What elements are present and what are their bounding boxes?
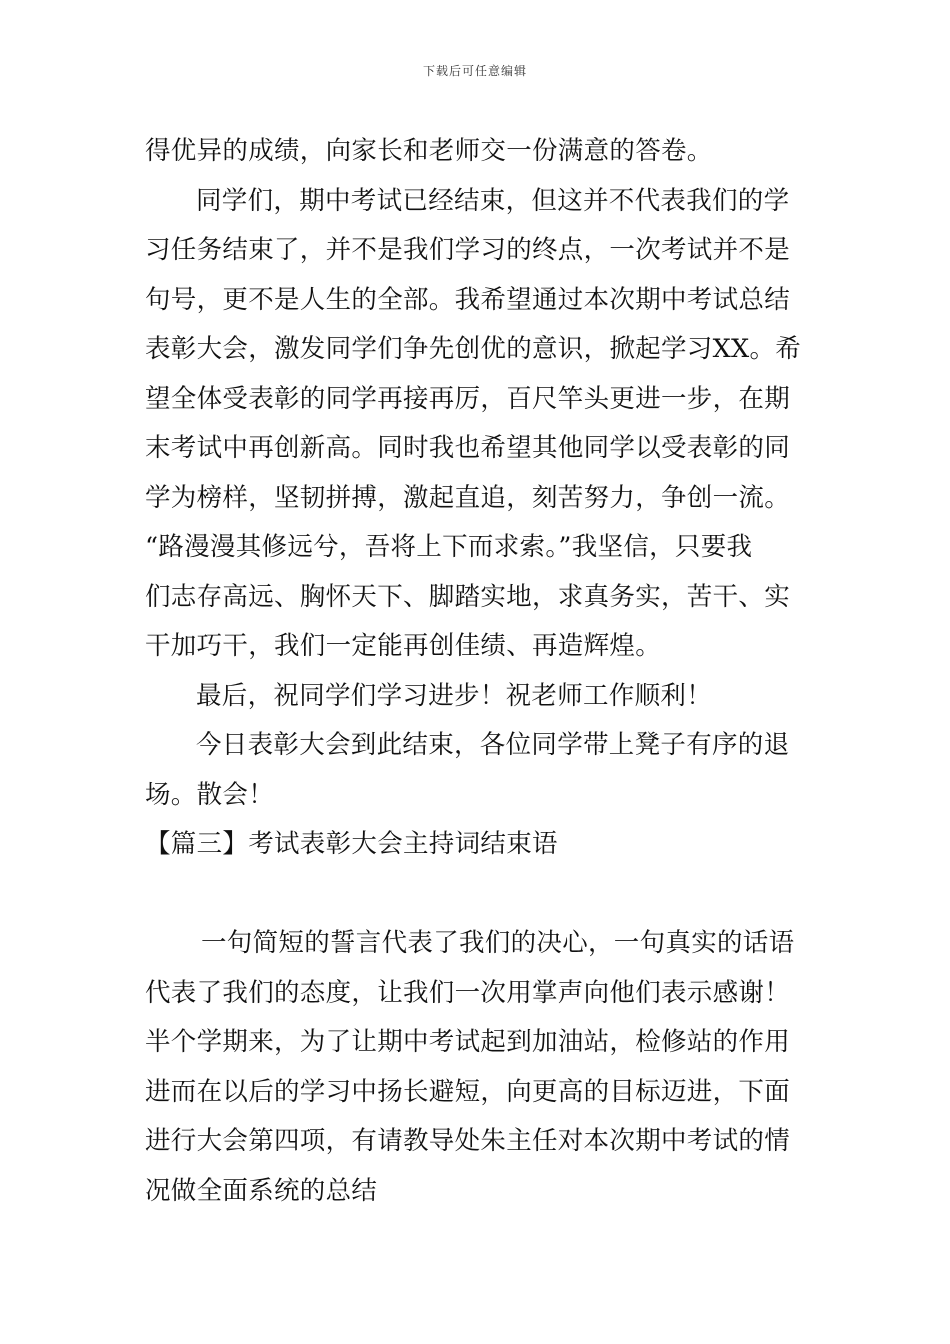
text-line: 习任务结束了，并不是我们学习的终点，一次考试并不是 [145, 235, 791, 265]
document-body [145, 127, 810, 1216]
text-line: 干加巧干，我们一定能再创佳绩、再造辉煌。 [145, 631, 662, 661]
blank-line [145, 870, 810, 920]
text-line: 学为榜样，坚韧拼搏，激起直追，刻苦努力，争创一流。 [145, 482, 791, 513]
text-line: 最后，祝同学们学习进步！祝老师工作顺利！ [196, 680, 713, 711]
text-line: “路漫漫其修远兮，吾将上下而求索。”我坚信，只要我 [145, 532, 753, 562]
section-heading: 【篇三】考试表彰大会主持词结束语 [145, 829, 558, 859]
text-line: 场。散会！ [145, 779, 275, 810]
text-line: 进而在以后的学习中扬长避短，向更高的目标迈进，下面 [145, 1076, 791, 1107]
text-line: 表彰大会，激发同学们争先创优的意识，掀起学习XX。希 [145, 334, 802, 364]
text-line: 同学们，期中考试已经结束，但这并不代表我们的学 [196, 185, 790, 216]
text-line: 句号，更不是人生的全部。我希望通过本次期中考试总结 [145, 284, 791, 315]
text-line: 半个学期来，为了让期中考试起到加油站，检修站的作用 [145, 1027, 791, 1057]
text-line: 一句简短的誓言代表了我们的决心，一句真实的话语 [201, 928, 795, 958]
page-header: 下载后可任意编辑 [422, 64, 527, 78]
text-line: 进行大会第四项，有请教导处朱主任对本次期中考试的情 [145, 1126, 791, 1156]
text-line: 们志存高远、胸怀天下、脚踏实地，求真务实，苦干、实 [145, 581, 791, 612]
text-line: 得优异的成绩，向家长和老师交一份满意的答卷。 [145, 136, 713, 166]
text-line: 代表了我们的态度，让我们一次用掌声向他们表示感谢！ [145, 977, 791, 1008]
text-line: 末考试中再创新高。同时我也希望其他同学以受表彰的同 [145, 433, 791, 463]
text-line: 望全体受表彰的同学再接再厉，百尺竿头更进一步，在期 [145, 383, 791, 414]
text-line: 况做全面系统的总结 [145, 1175, 378, 1206]
text-line: 今日表彰大会到此结束，各位同学带上凳子有序的退 [196, 730, 790, 760]
